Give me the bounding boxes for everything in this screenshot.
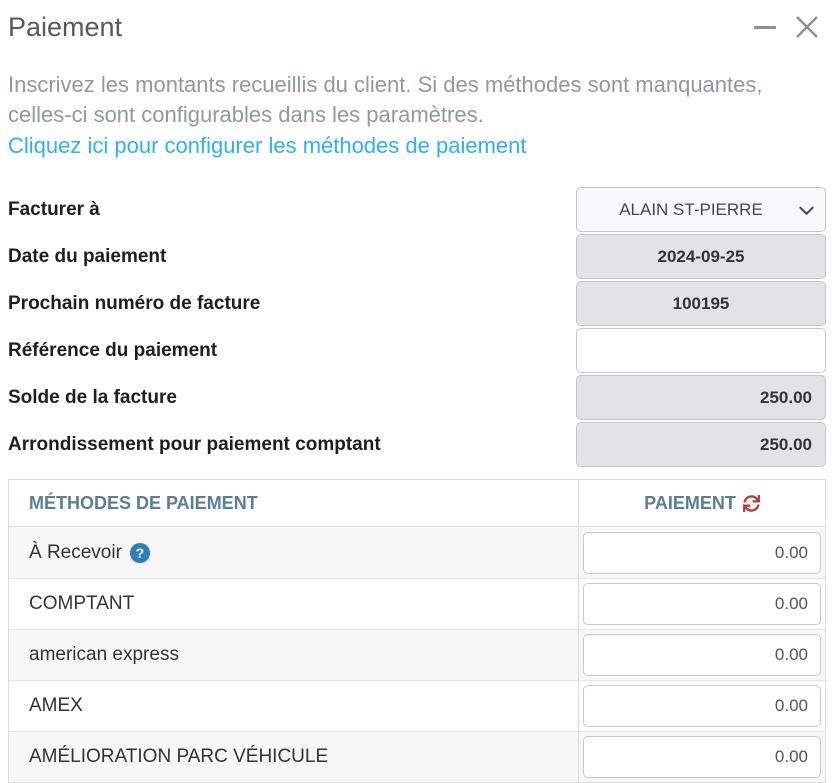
payment-header-label: PAIEMENT xyxy=(644,492,736,513)
close-icon xyxy=(794,14,820,40)
amount-cell xyxy=(578,630,825,680)
refresh-icon[interactable] xyxy=(743,495,760,512)
page-title: Paiement xyxy=(8,12,123,42)
payment-methods-table xyxy=(8,479,826,783)
payment-header xyxy=(578,480,825,526)
table-row xyxy=(9,527,825,578)
cash-rounding-field: 250.00 xyxy=(576,422,826,467)
table-header-row xyxy=(9,480,825,527)
method-cell xyxy=(9,527,578,578)
method-label: À Recevoir xyxy=(29,541,122,563)
payment-date-wrap xyxy=(576,234,826,279)
form-row-next-invoice-number xyxy=(8,281,826,326)
form-row-payment-reference xyxy=(8,328,826,373)
amount-input[interactable] xyxy=(583,736,821,778)
cash-rounding-label: Arrondissement pour paiement comptant xyxy=(8,433,381,455)
amount-cell xyxy=(578,527,825,578)
payment-reference-label: Référence du paiement xyxy=(8,339,218,361)
method-cell xyxy=(9,732,578,782)
method-label: american express xyxy=(29,644,179,665)
payment-reference-wrap xyxy=(576,328,826,373)
billed-to-wrap xyxy=(576,187,826,232)
invoice-balance-wrap xyxy=(576,375,826,420)
method-label: COMPTANT xyxy=(29,593,135,614)
form-row-cash-rounding xyxy=(8,422,826,467)
instructions-text: Inscrivez les montants recueillis du client. Si des méthodes sont manquantes, celles-ci sont configurables dans les paramètres. xyxy=(8,72,763,127)
chevron-down-icon xyxy=(799,206,814,216)
next-invoice-number-field: 100195 xyxy=(576,281,826,326)
form-row-invoice-balance xyxy=(8,375,826,420)
table-row xyxy=(9,680,825,731)
method-label: AMEX xyxy=(29,695,83,716)
table-row xyxy=(9,578,825,629)
payment-date-field: 2024-09-25 xyxy=(576,234,826,279)
amount-cell xyxy=(578,732,825,782)
next-invoice-number-label: Prochain numéro de facture xyxy=(8,292,261,314)
amount-input[interactable] xyxy=(583,583,821,625)
form-row-payment-date xyxy=(8,234,826,279)
minimize-button[interactable] xyxy=(754,26,776,29)
amount-input[interactable] xyxy=(583,634,821,676)
cash-rounding-wrap xyxy=(576,422,826,467)
billed-to-value: ALAIN ST-PIERRE xyxy=(619,199,763,219)
billed-to-label: Facturer à xyxy=(8,198,100,220)
payment-table-body xyxy=(9,527,825,782)
amount-cell xyxy=(578,681,825,731)
help-icon[interactable]: ? xyxy=(130,543,150,563)
next-invoice-number-wrap xyxy=(576,281,826,326)
configure-payment-methods-link[interactable]: Cliquez ici pour configurer les méthodes de paiement xyxy=(8,133,527,158)
method-label: AMÉLIORATION PARC VÉHICULE xyxy=(29,746,329,767)
amount-input[interactable] xyxy=(583,685,821,727)
dialog-header xyxy=(8,10,826,43)
close-button[interactable] xyxy=(794,14,820,40)
invoice-balance-label: Solde de la facture xyxy=(8,386,177,408)
window-controls xyxy=(754,10,826,40)
billed-to-select[interactable] xyxy=(576,187,826,232)
form-row-billed-to xyxy=(8,187,826,232)
payment-date-label: Date du paiement xyxy=(8,245,167,267)
table-row xyxy=(9,629,825,680)
minimize-icon xyxy=(754,26,776,29)
method-cell xyxy=(9,630,578,680)
amount-input[interactable] xyxy=(583,532,821,574)
method-cell xyxy=(9,681,578,731)
method-cell xyxy=(9,579,578,629)
methods-header: MÉTHODES DE PAIEMENT xyxy=(29,492,258,513)
payment-reference-input[interactable] xyxy=(576,328,826,373)
table-row xyxy=(9,731,825,782)
amount-cell xyxy=(578,579,825,629)
invoice-balance-field: 250.00 xyxy=(576,375,826,420)
payment-form xyxy=(8,187,826,467)
